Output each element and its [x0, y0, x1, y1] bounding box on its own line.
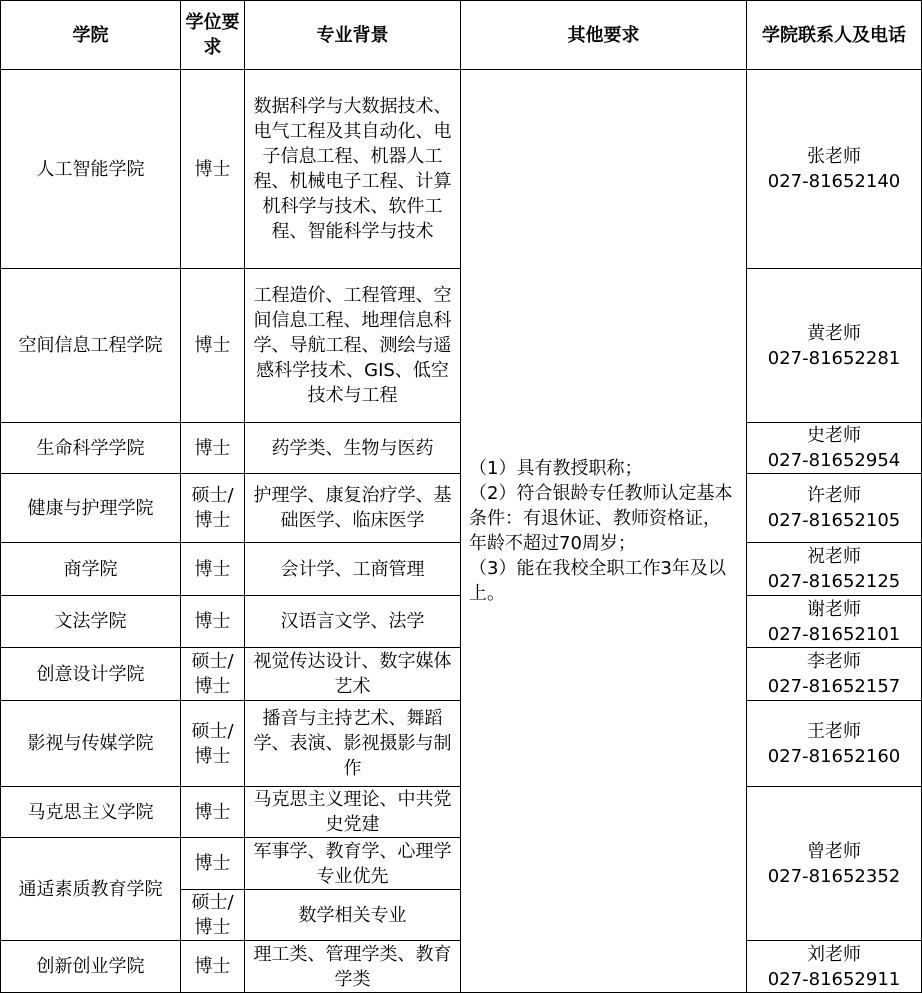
- contact-cell: [747, 70, 922, 269]
- major-cell: 军事学、教育学、心理学专业优先: [245, 838, 461, 890]
- contact-name: 谢老师: [807, 598, 861, 620]
- college-cell: 通适素质教育学院: [1, 838, 181, 941]
- major-cell: 视觉传达设计、数字媒体艺术: [245, 648, 461, 701]
- degree-cell: 硕士/博士: [181, 474, 245, 543]
- college-cell: 创新创业学院: [1, 941, 181, 993]
- degree-cell: 博士: [181, 423, 245, 474]
- contact-phone: 027-81652954: [767, 450, 901, 471]
- degree-cell: 博士: [181, 787, 245, 838]
- contact-phone: 027-81652101: [767, 623, 901, 645]
- contact-cell: [747, 474, 922, 543]
- college-cell: 马克思主义学院: [1, 787, 181, 838]
- major-cell: 会计学、工商管理: [245, 543, 461, 596]
- degree-cell: 博士: [181, 838, 245, 890]
- college-cell: 生命科学学院: [1, 423, 181, 474]
- contact-name: 王老师: [807, 720, 861, 742]
- header-major: 专业背景: [245, 1, 461, 70]
- major-cell: 护理学、康复治疗学、基础医学、临床医学: [245, 474, 461, 543]
- contact-phone: 027-81652281: [767, 347, 901, 369]
- contact-name: 张老师: [807, 146, 861, 167]
- header-degree: 学位要求: [181, 1, 245, 70]
- header-other: 其他要求: [461, 1, 747, 70]
- contact-cell: [747, 543, 922, 596]
- contact-name: 祝老师: [807, 546, 861, 567]
- contact-phone: 027-81652140: [767, 171, 901, 192]
- degree-cell: 硕士/博士: [181, 701, 245, 787]
- college-cell: 商学院: [1, 543, 181, 596]
- degree-cell: 博士: [181, 70, 245, 269]
- contact-cell: [747, 596, 922, 648]
- contact-name: 黄老师: [807, 322, 861, 344]
- degree-cell: 博士: [181, 269, 245, 423]
- requirement-2: （2）符合银龄专任教师认定基本条件：有退休证、教师资格证，年龄不超过70周岁；: [469, 483, 733, 554]
- contact-name: 史老师: [807, 425, 861, 446]
- contact-cell: [747, 648, 922, 701]
- contact-name: 刘老师: [807, 943, 861, 965]
- college-cell: 影视与传媒学院: [1, 701, 181, 787]
- contact-cell: [747, 269, 922, 423]
- contact-name: 许老师: [807, 485, 861, 506]
- degree-cell: 博士: [181, 596, 245, 648]
- degree-cell: 博士: [181, 941, 245, 993]
- contact-phone: 027-81652911: [767, 968, 901, 990]
- contact-cell-shared: [747, 787, 922, 941]
- major-cell: 马克思主义理论、中共党史党建: [245, 787, 461, 838]
- major-cell: 播音与主持艺术、舞蹈学、表演、影视摄影与制作: [245, 701, 461, 787]
- requirement-3: （3）能在我校全职工作3年及以上。: [469, 558, 726, 604]
- table-row: [1, 70, 922, 269]
- degree-cell: 硕士/博士: [181, 890, 245, 941]
- contact-phone: 027-81652157: [767, 676, 901, 697]
- major-cell: 工程造价、工程管理、空间信息工程、地理信息科学、导航工程、测绘与遥感科学技术、GIS、低空技术与工程: [245, 269, 461, 423]
- contact-phone: 027-81652352: [767, 865, 901, 887]
- college-cell: 空间信息工程学院: [1, 269, 181, 423]
- header-college: 学院: [1, 1, 181, 70]
- contact-name: 曾老师: [807, 840, 861, 862]
- header-contact: 学院联系人及电话: [747, 1, 922, 70]
- major-cell: 数据科学与大数据技术、电气工程及其自动化、电子信息工程、机器人工程、机械电子工程、计算机科学与技术、软件工程、智能科学与技术: [245, 70, 461, 269]
- contact-cell: [747, 701, 922, 787]
- header-row: [1, 1, 922, 70]
- contact-phone: 027-81652125: [767, 571, 901, 592]
- contact-cell: [747, 423, 922, 474]
- contact-phone: 027-81652105: [767, 510, 901, 531]
- major-cell: 汉语言文学、法学: [245, 596, 461, 648]
- college-cell: 健康与护理学院: [1, 474, 181, 543]
- contact-cell: [747, 941, 922, 993]
- college-cell: 人工智能学院: [1, 70, 181, 269]
- major-cell: 药学类、生物与医药: [245, 423, 461, 474]
- requirement-1: （1）具有教授职称；: [469, 458, 643, 479]
- college-cell: 创意设计学院: [1, 648, 181, 701]
- college-cell: 文法学院: [1, 596, 181, 648]
- contact-phone: 027-81652160: [767, 745, 901, 767]
- degree-cell: 博士: [181, 543, 245, 596]
- degree-cell: 硕士/博士: [181, 648, 245, 701]
- major-cell: 数学相关专业: [245, 890, 461, 941]
- other-requirements-cell: [461, 70, 747, 993]
- contact-name: 李老师: [807, 651, 861, 672]
- major-cell: 理工类、管理学类、教育学类: [245, 941, 461, 993]
